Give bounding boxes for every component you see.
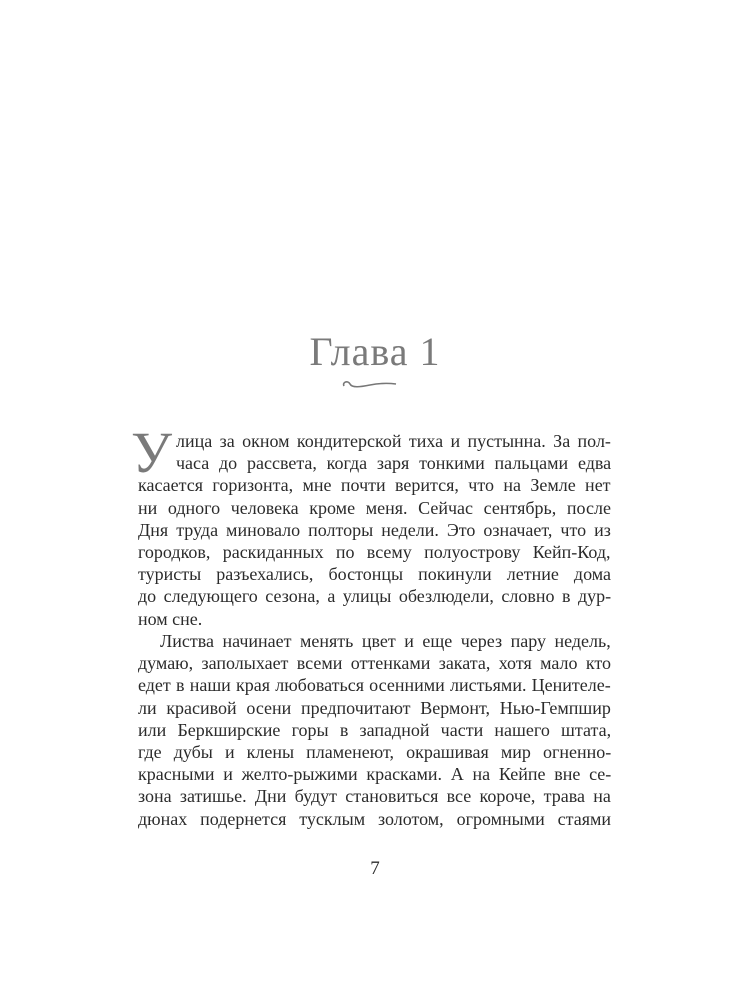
flourish-ornament-icon bbox=[340, 376, 400, 392]
chapter-title: Глава 1 bbox=[309, 329, 441, 374]
text-line: где дубы и клены пламенеют, окрашивая мир огненно- bbox=[138, 742, 612, 762]
page-number: 7 bbox=[370, 858, 380, 879]
text-line: часа до рассвета, когда заря тонкими пальцами едва bbox=[176, 453, 612, 474]
text-line: дюнах подернется тусклым золотом, огромными стаями bbox=[138, 808, 612, 829]
text-line: едет в наши края любоваться осенними листьями. Ценителе- bbox=[138, 675, 611, 696]
drop-cap: У bbox=[131, 420, 173, 485]
text-line: ли красивой осени предпочитают Вермонт, Нью-Гемпшир bbox=[138, 697, 611, 718]
text-line: лица за окном кондитерской тиха и пустынна. За пол- bbox=[176, 431, 611, 451]
text-line: туристы разъехались, бостонцы покинули летние дома bbox=[138, 564, 612, 585]
text-line: красными и желто-рыжими красками. А на Кейпе вне се- bbox=[138, 764, 612, 785]
text-line: Дня труда миновало полторы недели. Это означает, что из bbox=[138, 519, 611, 540]
text-line: зона затишье. Дни будут становиться все короче, трава на bbox=[138, 786, 611, 807]
text-line: ном сне. bbox=[138, 608, 203, 629]
text-line: касается горизонта, мне почти верится, что на Земле нет bbox=[138, 475, 611, 496]
text-line: ни одного человека кроме меня. Сейчас сентябрь, после bbox=[138, 497, 611, 518]
text-line: до следующего сезона, а улицы обезлюдели, словно в дур- bbox=[138, 586, 612, 607]
text-line: думаю, заполыхает всеми оттенками заката, хотя мало кто bbox=[138, 653, 611, 674]
text-line: Листва начинает менять цвет и еще через пару недель, bbox=[160, 631, 611, 651]
text-line: городков, раскиданных по всему полуострову Кейп-Код, bbox=[138, 542, 611, 562]
text-line: или Беркширские горы в западной части нашего штата, bbox=[138, 719, 612, 740]
